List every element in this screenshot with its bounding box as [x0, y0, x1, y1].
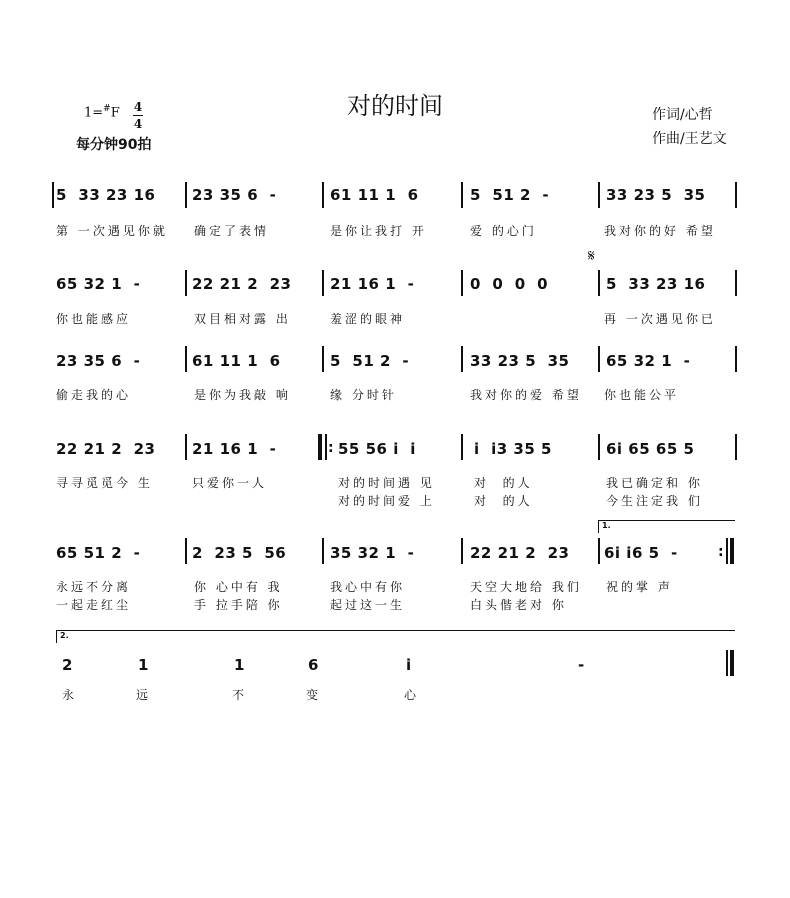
- lyric: 缘 分时针: [330, 388, 397, 402]
- key-sharp: #: [103, 104, 111, 114]
- barline: [598, 182, 600, 208]
- final-note: -: [578, 656, 585, 674]
- lyric: 祝的掌 声: [606, 580, 673, 594]
- barline: [735, 182, 737, 208]
- repeat-start-thin: [325, 434, 327, 460]
- first-ending-label: 1.: [602, 521, 611, 530]
- lyric: 对的时间遇 见: [338, 476, 435, 490]
- lyric: 今生注定我 们: [606, 494, 703, 508]
- lyric: 你也能公平: [604, 388, 680, 402]
- final-note: 1: [234, 656, 245, 674]
- barline: [322, 182, 324, 208]
- repeat-end-dots: :: [718, 544, 725, 560]
- lyric: 羞涩的眼神: [330, 312, 406, 326]
- lyric: 对 的人: [474, 476, 533, 490]
- lyric: 偷走我的心: [56, 388, 132, 402]
- lyric: 远: [136, 688, 152, 702]
- lyric: 不: [232, 688, 248, 702]
- repeat-end-thin: [726, 538, 728, 564]
- measure: 33 23 5 35: [606, 186, 706, 204]
- measure: 2 23 5 56: [192, 544, 287, 562]
- measure: 21 16 1 -: [192, 440, 277, 458]
- meter-top: 4: [133, 100, 143, 114]
- tempo-marking: 每分钟90拍: [76, 137, 152, 153]
- barline: [461, 538, 463, 564]
- measure: 55 56 i i: [338, 440, 416, 458]
- key-prefix: 1=: [84, 105, 104, 121]
- first-ending-bracket: [598, 520, 735, 533]
- measure: 22 21 2 23: [56, 440, 156, 458]
- barline: [52, 182, 54, 208]
- meter-bottom: 4: [133, 117, 143, 131]
- lyric: 天空大地给 我们: [470, 580, 582, 594]
- measure: 5 33 23 16: [606, 275, 706, 293]
- barline: [185, 434, 187, 460]
- measure: 22 21 2 23: [470, 544, 570, 562]
- barline: [185, 182, 187, 208]
- measure: 5 51 2 -: [470, 186, 550, 204]
- lyric: 你 心中有 我: [194, 580, 283, 594]
- lyric: 心: [404, 688, 420, 702]
- barline: [735, 434, 737, 460]
- lyric: 我对你的爱 希望: [470, 388, 582, 402]
- measure: 61 11 1 6: [192, 352, 281, 370]
- lyric: 对的时间爱 上: [338, 494, 435, 508]
- lyric: 对 的人: [474, 494, 533, 508]
- final-note: 2: [62, 656, 73, 674]
- lyric: 是你让我打 开: [330, 224, 427, 238]
- measure: i i3 35 5: [474, 440, 552, 458]
- measure: 65 32 1 -: [56, 275, 141, 293]
- final-barline-thick: [730, 650, 734, 676]
- lyric: 永: [62, 688, 78, 702]
- barline: [322, 346, 324, 372]
- lyric: 变: [306, 688, 322, 702]
- repeat-end-barline: [730, 538, 734, 564]
- lyric: 第 一次遇见你就: [56, 224, 168, 238]
- barline: [461, 182, 463, 208]
- measure: 23 35 6 -: [56, 352, 141, 370]
- lyric: 起过这一生: [330, 598, 406, 612]
- lyric: 我对你的好 希望: [604, 224, 716, 238]
- lyric: 一起走红尘: [56, 598, 132, 612]
- barline: [322, 538, 324, 564]
- final-note: 6: [308, 656, 319, 674]
- barline: [598, 270, 600, 296]
- repeat-dots: :: [328, 440, 335, 456]
- measure: 5 51 2 -: [330, 352, 410, 370]
- song-title: 对的时间: [347, 92, 443, 120]
- barline: [598, 346, 600, 372]
- measure: 33 23 5 35: [470, 352, 570, 370]
- measure: 22 21 2 23: [192, 275, 292, 293]
- measure: 6i 65 65 5: [606, 440, 695, 458]
- lyric: 手 拉手陪 你: [194, 598, 283, 612]
- composer-credit: 作曲/王艺文: [652, 131, 727, 147]
- final-barline-thin: [726, 650, 728, 676]
- lyric: 寻寻觅觅今 生: [56, 476, 153, 490]
- measure: 65 32 1 -: [606, 352, 691, 370]
- final-note: i: [406, 656, 412, 674]
- measure: 23 35 6 -: [192, 186, 277, 204]
- barline: [735, 346, 737, 372]
- measure: 6i i6 5 -: [604, 544, 678, 562]
- barline: [185, 346, 187, 372]
- lyric: 双目相对露 出: [194, 312, 291, 326]
- lyricist-credit: 作词/心哲: [652, 107, 713, 123]
- second-ending-label: 2.: [60, 631, 69, 640]
- measure: 35 32 1 -: [330, 544, 415, 562]
- barline: [461, 346, 463, 372]
- barline: [185, 538, 187, 564]
- lyric: 你也能感应: [56, 312, 132, 326]
- lyric: 白头偕老对 你: [470, 598, 567, 612]
- measure: 5 33 23 16: [56, 186, 156, 204]
- second-ending-bracket: [56, 630, 735, 643]
- repeat-start-barline: [318, 434, 322, 460]
- lyric: 我心中有你: [330, 580, 406, 594]
- barline: [598, 434, 600, 460]
- lyric: 再 一次遇见你已: [604, 312, 716, 326]
- barline: [461, 434, 463, 460]
- key-signature: [84, 104, 120, 120]
- barline: [735, 270, 737, 296]
- measure: 61 11 1 6: [330, 186, 419, 204]
- lyric: 我已确定和 你: [606, 476, 703, 490]
- segno-icon: 𝄋: [588, 246, 595, 265]
- barline: [185, 270, 187, 296]
- time-signature: [133, 100, 143, 131]
- measure: 21 16 1 -: [330, 275, 415, 293]
- lyric: 永远不分离: [56, 580, 132, 594]
- lyric: 是你为我敲 响: [194, 388, 291, 402]
- lyric: 只爱你一人: [192, 476, 268, 490]
- barline: [322, 270, 324, 296]
- measure: 0 0 0 0: [470, 275, 549, 293]
- key-note: F: [110, 105, 120, 121]
- barline: [598, 538, 600, 564]
- final-note: 1: [138, 656, 149, 674]
- lyric: 确定了表情: [194, 224, 270, 238]
- measure: 65 51 2 -: [56, 544, 141, 562]
- barline: [461, 270, 463, 296]
- lyric: 爱 的心门: [470, 224, 537, 238]
